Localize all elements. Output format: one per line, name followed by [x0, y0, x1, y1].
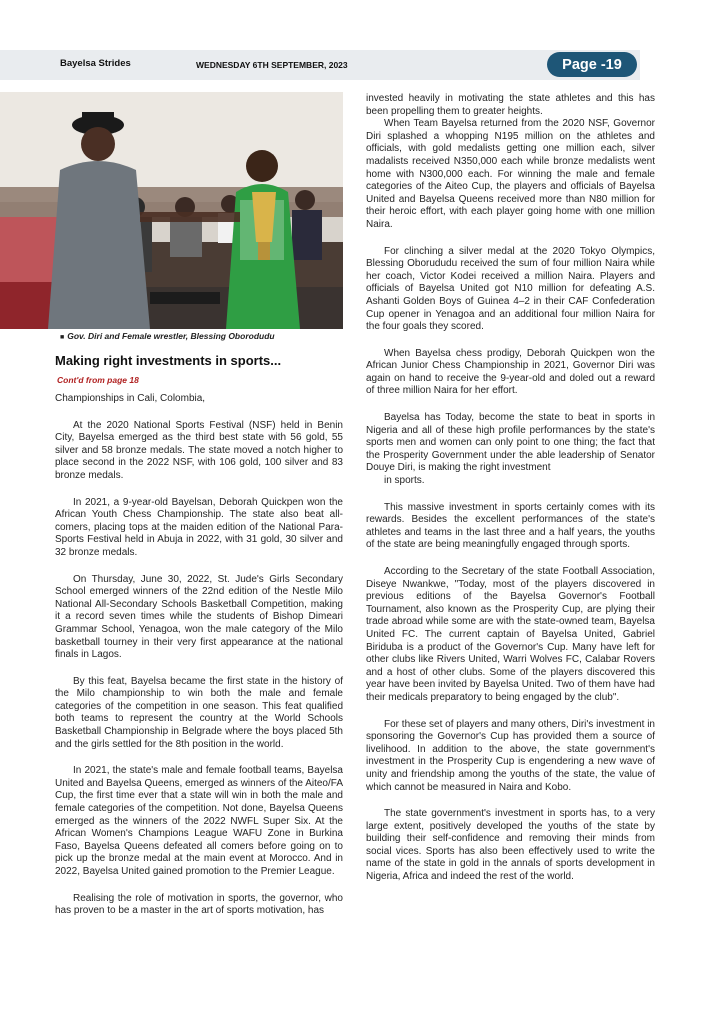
caption-text: Gov. Diri and Female wrestler, Blessing Oborodudu [67, 331, 275, 341]
paragraph: By this feat, Bayelsa became the first state in the history of the Milo championship to win both the male and female categories of the competition in one season. This feat qualified both teams to represent the country at the World Schools Basketball Championship in Belgrade where the boys placed 5th and the girls settled for the 8th position in the world. [55, 675, 343, 750]
page-number-badge: Page -19 [547, 52, 637, 77]
paragraph: In 2021, a 9-year-old Bayelsan, Deborah Quickpen won the African Youth Chess Championship. The state also beat all-comers, placing tops at the maiden edition of the National Para-Sports Festival held in Abuja in 2022, with 31 gold, 30 silver and 32 bronze medals. [55, 496, 343, 558]
paragraph: When Bayelsa chess prodigy, Deborah Quickpen won the African Junior Chess Championship in 2021, Governor Diri was again on hand to receive the 9-year-old and doled out a reward of three million Naira for her effort. [366, 347, 655, 397]
paragraph: in sports. [384, 475, 425, 487]
paragraph: Realising the role of motivation in sports, the governor, who has proven to be a master in the art of sports motivation, has [55, 892, 343, 917]
paragraph: This massive investment in sports certainly comes with its rewards. Besides the excellent performances of the state's athletes and teams in the last three and a half years, the youths of the state are being meaningfully engaged through sports. [366, 501, 655, 551]
issue-date: WEDNESDAY 6TH SEPTEMBER, 2023 [196, 60, 348, 70]
article-column-right [366, 93, 655, 884]
article-headline: Making right investments in sports... [55, 353, 282, 368]
caption-bullet-icon: ■ [60, 334, 65, 341]
article-column-left [55, 393, 343, 918]
paragraph: Championships in Cali, Colombia, [55, 393, 206, 404]
paragraph: In 2021, the state's male and female football teams, Bayelsa United and Bayelsa Queens, emerged as winners of the Aiteo/FA Cup, the first time ever that a state will win in both the male and female categories of the competition. Not done, Bayelsa Queens emerged as the winners of the 2022 NWFL Super Six. At the African Women's Champions League WAFU Zone in Burkina Faso, Bayelsa Queens defeated all comers before going on to pick up the bronze medal at the main event at Morocco. And in 2022, Bayelsa United gained promotion to the Premier League. [55, 765, 343, 877]
paragraph: For clinching a silver medal at the 2020 Tokyo Olympics, Blessing Oborududu received the sum of four million Naira while her coach, Victor Kodei received a million Naira. Players and officials of Bayelsa United got N10 million for defeating A.S. Ashanti Golden Boys of Guinea 4–2 in their CAF Confederation Cup opener in Yenagoa and an additional four million Naira for the four goals they scored. [366, 245, 655, 333]
paragraph: Bayelsa has Today, become the state to beat in sports in Nigeria and all of these high profile performances by the state's sports men and women can only point to one thing; the fact that the Prosperity Government under the able leadership of Senator Douye Diri, is making the right investment [366, 412, 655, 474]
photo-illustration [0, 92, 343, 329]
paragraph: On Thursday, June 30, 2022, St. Jude's Girls Secondary School emerged winners of the 22nd edition of the Nestle Milo National All-Secondary Schools Basketball Competition, making it a record seven times while the students of Bishop Dimeari Grammar School, Yenagoa, won the male category of the Milo basketball tourney in their very first appearance at the national finals in Lagos. [55, 573, 343, 661]
photo-caption [60, 331, 350, 341]
paragraph: For these set of players and many others, Diri's investment in sponsoring the Governor's Cup has provided them a source of livelihood. In addition to the above, the state government's investment in the Prosperity Cup is engendering a new wave of unity and friendship among the youths of the state, the value of which cannot be measured in Naira and Kobo. [366, 718, 655, 793]
paragraph: When Team Bayelsa returned from the 2020 NSF, Governor Diri splashed a whopping N195 million on the athletes and officials, with gold medalists getting one million each, silver madalists received N350,000 each while bronze medalists went home with N300,000 each. For winning the male and female categories of the Aiteo Cup, the players and officials of Bayelsa United and Bayelsa Queens received more than N80 million for their heroic effort, with each player going home with one million Naira. [366, 118, 655, 230]
paragraph: At the 2020 National Sports Festival (NSF) held in Benin City, Bayelsa emerged as the third best state with 56 gold, 55 silver and 58 bronze medals. The state moved a notch higher to place second in the 2022 NSF, with 106 gold, 100 silver and 83 bronze medals. [55, 419, 343, 481]
continued-from-label: Cont'd from page 18 [57, 375, 139, 385]
article-photo [0, 92, 343, 329]
paragraph: The state government's investment in sports has, to a very large extent, positively developed the youths of the state by building their self-confidence and removing their minds from social vices. Sports has also been effectively used to write the name of the state in gold in the annals of sports development in Nigeria, Africa and indeed the rest of the world. [366, 808, 655, 883]
paragraph: invested heavily in motivating the state athletes and this has been propelling them to greater heights. [366, 93, 655, 117]
paragraph: According to the Secretary of the state Football Association, Diseye Nwankwe, "Today, most of the players discovered in previous editions of the Bayelsa Governor's Football Tournament, also known as the Prosperity Cup, are plying their trade abroad while some are with the state-owned team, Bayelsa United FC. The current captain of Bayelsa United, Gabriel Biriduba is a product of the Governor's Cup. Many have left for other clubs like Rivers United, Warri Wolves FC, Calabar Rovers and a host of other clubs. Some of the players discovered this year have been invited by Bayelsa United. Two of them have had their medicals preparatory to being engaged by the club". [366, 566, 655, 703]
publication-name: Bayelsa Strides [60, 58, 131, 69]
